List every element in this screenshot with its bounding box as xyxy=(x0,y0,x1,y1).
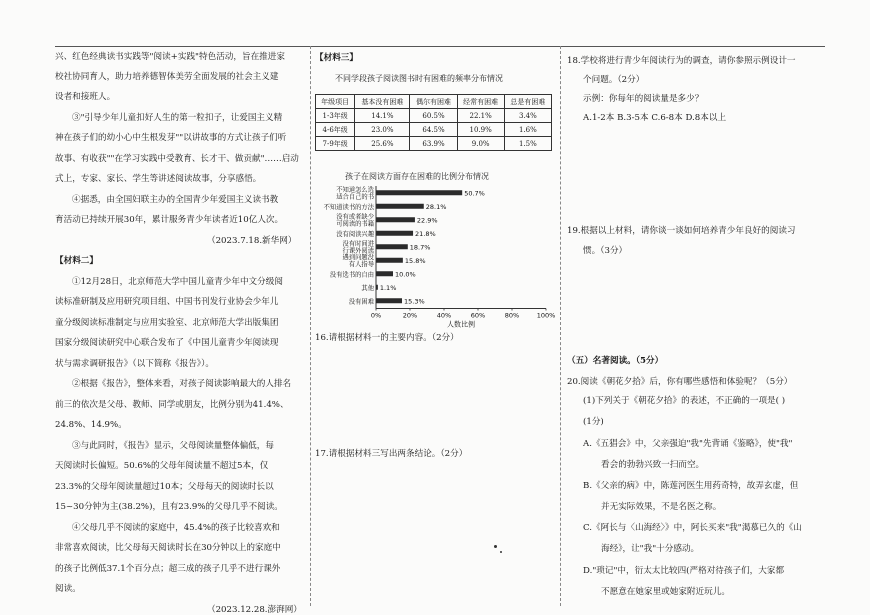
paragraph-line: 状与需求调研报告》（以下简称《报告》）。 xyxy=(55,359,214,369)
question-20-line: C.《阿长与〈山海经〉》中，阿长买来"我"渴慕已久的《山 xyxy=(583,523,802,533)
paragraph-line: 育活动已持续开展30年，累计服务青少年读者近10亿人次。 xyxy=(55,215,284,225)
paragraph-line: 神在孩子们的幼小心中生根发芽""以讲故事的方式让孩子们听 xyxy=(55,133,287,143)
chart-bar xyxy=(376,298,402,303)
column-divider-right xyxy=(560,46,561,606)
table-header-row xyxy=(316,95,552,109)
table-header: 年级项目 xyxy=(316,95,355,109)
question-17: 17.请根据材料三写出两条结论。（2分） xyxy=(315,449,468,459)
table-cell: 7-9年级 xyxy=(316,137,355,151)
chart-bar xyxy=(376,244,408,249)
difficulty-bar-chart xyxy=(312,183,558,329)
table-row xyxy=(316,123,552,137)
category-label: 不知道怎么选 xyxy=(336,186,374,194)
paragraph-line: 兴、红色经典读书实践等"阅读+实践"特色活动，旨在推进家 xyxy=(55,52,285,62)
question-20-line: 海经》，让"我"十分感动。 xyxy=(601,544,700,554)
question-20-line: B.《父亲的病》中，陈莲河医生用药奇特，故弄玄虚，但 xyxy=(583,481,799,491)
paragraph-line: 读标准研制及应用研究项目组、中国书刊发行业协会少年儿 xyxy=(55,297,279,307)
paragraph-line: 设者和接班人。 xyxy=(55,92,116,102)
table-cell: 64.5% xyxy=(410,123,457,137)
source-citation: （2023.7.18.新华网） xyxy=(207,236,297,246)
table-header: 偶尔有困难 xyxy=(410,95,457,109)
x-tick-label: 60% xyxy=(470,311,486,320)
table-cell: 60.5% xyxy=(410,109,457,123)
paragraph-line: ④父母几乎不阅读的家庭中，45.4%的孩子比较喜欢和 xyxy=(72,523,280,533)
x-tick-label: 20% xyxy=(402,311,418,320)
x-tick-label: 100% xyxy=(536,311,556,320)
question-20-line: D."琐记"中，衍太太比较四(严格对待孩子们，大家都 xyxy=(583,566,785,576)
table-row xyxy=(316,109,552,123)
table-cell: 25.6% xyxy=(355,137,410,151)
category-label: 行课外阅读 xyxy=(342,247,374,255)
bar-value-label: 15.8% xyxy=(404,256,426,265)
category-label: 没有选书的自由 xyxy=(329,271,374,279)
section-title: （五）名著阅读。（5分） xyxy=(567,356,664,366)
bar-value-label: 1.1% xyxy=(379,283,397,292)
category-label: 其他 xyxy=(361,284,374,292)
top-border xyxy=(55,46,825,47)
source-citation: （2023.12.28.澎湃网） xyxy=(207,605,302,615)
paragraph-line: 国家分级阅读研究中心联合发布了《中国儿童青少年阅读现 xyxy=(55,338,279,348)
paragraph-line: 故事、有收获""在学习实践中受教育、长才干、做贡献"……启动 xyxy=(55,154,299,164)
paragraph-line: 童分级阅读标准制定与应用实验室、北京师范大学出版集团 xyxy=(55,318,279,328)
bar-value-label: 15.3% xyxy=(404,297,425,306)
paragraph-line: ①12月28日，北京师范大学中国儿童青少年中文分级阅 xyxy=(72,277,283,287)
material-three-label: 【材料三】 xyxy=(315,53,358,63)
chart-bar xyxy=(376,258,403,263)
paragraph-line: 的孩子比例低37.1个百分点；超三成的孩子几乎不进行课外 xyxy=(55,564,281,574)
bar-value-label: 10.0% xyxy=(395,270,416,279)
scan-speck xyxy=(494,545,497,548)
question-20-line: (1分) xyxy=(583,417,604,427)
category-label: 有人指导 xyxy=(348,260,374,268)
chart-bar xyxy=(376,190,462,195)
question-18-line: A.1-2本 B.3-5本 C.6-8本 D.8本以上 xyxy=(583,113,727,123)
paragraph-line: 15~30分钟为主(38.2%)，且有23.9%的父母几乎不阅读。 xyxy=(55,502,283,512)
chart-bar xyxy=(376,231,413,236)
bar-value-label: 21.8% xyxy=(415,229,436,238)
table-cell: 10.9% xyxy=(457,123,504,137)
category-label: 没有困难 xyxy=(348,298,374,306)
question-18-line: 示例：你每年的阅读量是多少？ xyxy=(583,94,704,104)
category-label: 没有时间进 xyxy=(342,240,374,248)
material-two-label: 【材料二】 xyxy=(55,256,98,266)
category-label: 适合自己的书 xyxy=(336,193,374,201)
question-20-line: A.《五猖会》中，父亲强迫"我"先背诵《鉴略》，使"我" xyxy=(583,439,793,449)
question-19-line: 惯。（3分） xyxy=(583,246,628,256)
table-cell: 1.6% xyxy=(504,123,551,137)
paragraph-line: 式上，专家、家长、学生等讲述阅读故事，分享感悟。 xyxy=(55,174,262,184)
question-20-line: 不愿意在她家里或她家附近玩儿。 xyxy=(601,587,730,597)
table-cell: 63.9% xyxy=(410,137,457,151)
column-divider-left xyxy=(310,46,311,606)
table-header: 总是有困难 xyxy=(504,95,551,109)
question-20-line: 看会的勃勃兴致一扫而空。 xyxy=(601,460,705,470)
paragraph-line: 非常喜欢阅读，比父母每天阅读时长在30分钟以上的家庭中 xyxy=(55,543,281,553)
paragraph-line: ④据悉，由全国妇联主办的全国青少年爱国主义读书教 xyxy=(72,195,279,205)
question-18-line: 个问题。（2分） xyxy=(583,75,645,85)
paragraph-line: 天阅读时长偏短。50.6%的父母年阅读量不超过5本，仅 xyxy=(55,461,269,471)
paragraph-line: ②根据《报告》，整体来看，对孩子阅读影响最大的人排名 xyxy=(72,379,292,389)
x-tick-label: 0% xyxy=(370,311,382,320)
question-20-line: 20.阅读《朝花夕拾》后，你有哪些感悟和体验呢？（5分） xyxy=(567,377,793,387)
category-label: 不知道读书的方法 xyxy=(323,203,374,211)
question-19-line: 19.根据以上材料，请你谈一谈如何培养青少年良好的阅读习 xyxy=(567,226,796,236)
table-row xyxy=(316,137,552,151)
paragraph-line: 阅读。 xyxy=(55,584,81,594)
bar-value-label: 22.9% xyxy=(416,216,438,225)
paragraph-line: ③与此同时，《报告》显示，父母阅读量整体偏低，每 xyxy=(72,441,274,451)
bar-value-label: 28.1% xyxy=(425,202,447,211)
table-cell: 3.4% xyxy=(504,109,551,123)
table-cell: 23.0% xyxy=(355,123,410,137)
table-header: 基本没有困难 xyxy=(355,95,410,109)
scan-speck xyxy=(500,551,502,553)
table-header: 经常有困难 xyxy=(457,95,504,109)
x-tick-label: 40% xyxy=(436,311,452,320)
bar-value-label: 50.7% xyxy=(464,189,485,198)
question-16: 16.请根据材料一的主要内容。（2分） xyxy=(315,333,459,343)
paragraph-line: ③"引导少年儿童扣好人生的第一粒扣子，让爱国主义精 xyxy=(72,113,283,123)
category-label: 遇到问题没 xyxy=(342,253,374,261)
chart-bar xyxy=(376,217,415,222)
category-label: 没有阅读兴趣 xyxy=(336,230,374,238)
paragraph-line: 23.3%的父母年阅读量超过10本；父母每天的阅读时长以 xyxy=(55,482,274,492)
table-cell: 9.0% xyxy=(457,137,504,151)
question-20-line: 并无实际效果，不是名医之称。 xyxy=(601,502,722,512)
table-cell: 22.1% xyxy=(457,109,504,123)
table-cell: 1.5% xyxy=(504,137,551,151)
category-label: 没有或者缺少 xyxy=(336,213,374,221)
table-cell: 1-3年级 xyxy=(316,109,355,123)
table-title: 不同学段孩子阅读图书时有困难的频率分布情况 xyxy=(335,74,503,83)
question-20-line: (1)下列关于《朝花夕拾》的表述，不正确的一项是( ) xyxy=(583,396,786,406)
chart-bar xyxy=(376,285,378,290)
chart-bar xyxy=(376,204,424,209)
paragraph-line: 校社协同育人，助力培养德智体美劳全面发展的社会主义建 xyxy=(55,72,279,82)
x-tick-label: 80% xyxy=(504,311,520,320)
category-label: 可阅读的书籍 xyxy=(336,220,374,228)
x-axis-label: 人数比例 xyxy=(447,320,475,329)
paragraph-line: 前三的依次是父母、教师、同学或朋友，比例分别为41.4%、 xyxy=(55,400,289,410)
table-cell: 4-6年级 xyxy=(316,123,355,137)
paragraph-line: 24.8%、14.9%。 xyxy=(55,420,127,430)
chart-title: 孩子在阅读方面存在困难的比例分布情况 xyxy=(345,172,489,181)
bar-value-label: 18.7% xyxy=(409,243,431,252)
frequency-table xyxy=(315,94,552,151)
chart-bar xyxy=(376,271,393,276)
question-18-line: 18.学校将进行青少年阅读行为的调查，请你参照示例设计一 xyxy=(567,56,796,66)
table-cell: 14.1% xyxy=(355,109,410,123)
